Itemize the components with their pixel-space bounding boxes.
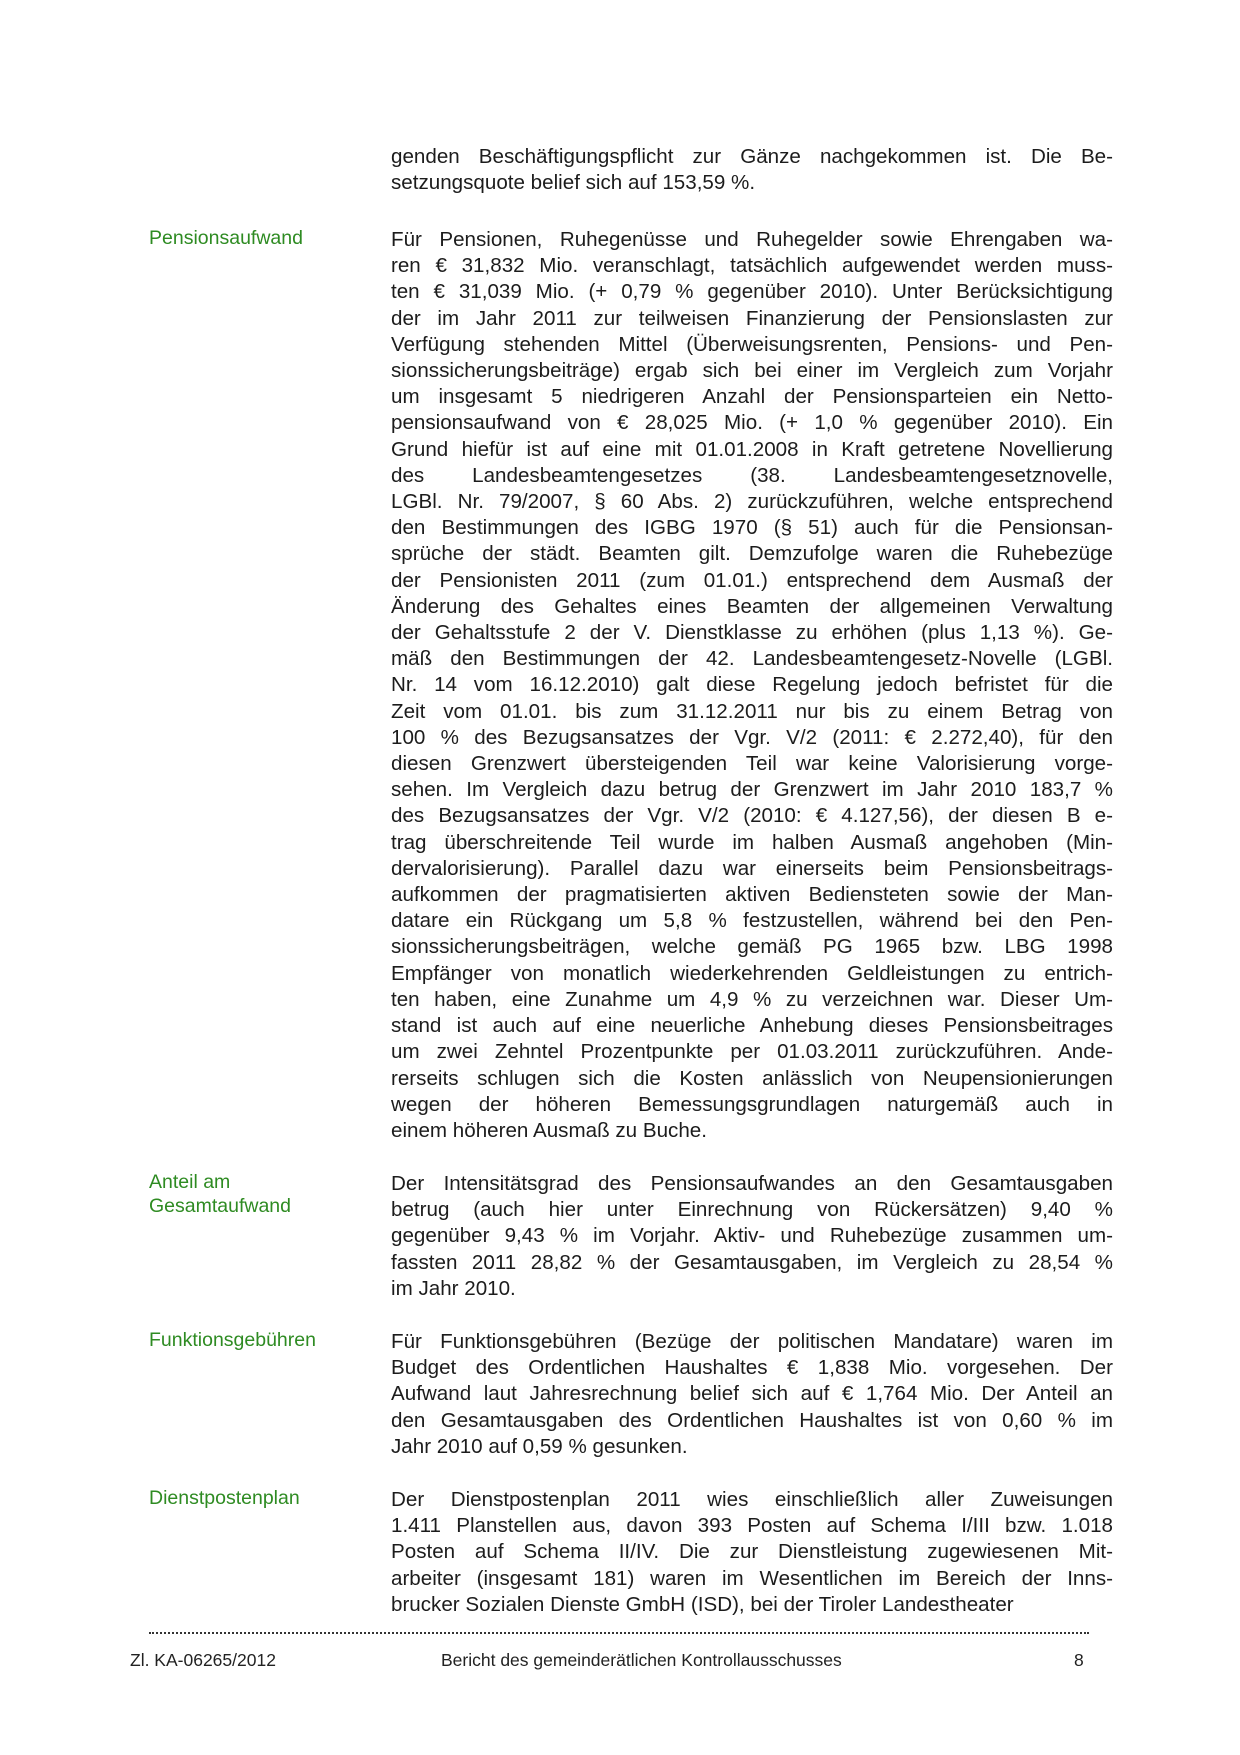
paragraph-line: Nr. 14 vom 16.12.2010) galt diese Regelung jedoch befristet für die: [391, 673, 1113, 697]
footer-report-title: Bericht des gemeinderätlichen Kontrollausschusses: [441, 1650, 842, 1670]
paragraph-line: Jahr 2010 auf 0,59 % gesunken.: [391, 1434, 688, 1458]
paragraph-line: mäß den Bestimmungen der 42. Landesbeamtengesetz-Novelle (LGBl.: [391, 647, 1113, 671]
paragraph-line: trag überschreitende Teil wurde im halben Ausmaß angehoben (Min-: [391, 830, 1113, 854]
paragraph-line: einem höheren Ausmaß zu Buche.: [391, 1118, 707, 1142]
paragraph-line: arbeiter (insgesamt 181) waren im Wesentlichen im Bereich der Inns-: [391, 1566, 1113, 1590]
paragraph-line: im Jahr 2010.: [391, 1276, 516, 1300]
paragraph-line: gegenüber 9,43 % im Vorjahr. Aktiv- und Ruhebezüge zusammen um-: [391, 1224, 1113, 1248]
paragraph-line: stand ist auch auf eine neuerliche Anhebung dieses Pensionsbeitrages: [391, 1014, 1113, 1038]
paragraph-line: Aufwand laut Jahresrechnung belief sich auf € 1,764 Mio. Der Anteil an: [391, 1382, 1113, 1406]
paragraph-line: sionssicherungsbeiträge) ergab sich bei einer im Vergleich zum Vorjahr: [391, 359, 1113, 383]
paragraph-line: Für Funktionsgebühren (Bezüge der politischen Mandatare) waren im: [391, 1330, 1113, 1353]
section-heading-funktionsgebuehren: [149, 1328, 369, 1352]
footer-page-number: 8: [1074, 1650, 1084, 1670]
heading-text: Pensionsaufwand: [149, 227, 303, 249]
paragraph-line: ten haben, eine Zunahme um 4,9 % zu verzeichnen war. Dieser Um-: [391, 987, 1113, 1011]
paragraph-line: LGBl. Nr. 79/2007, § 60 Abs. 2) zurückzuführen, welche entsprechend: [391, 490, 1113, 514]
paragraph-line: Verfügung stehenden Mittel (Überweisungsrenten, Pensions- und Pen-: [391, 332, 1113, 356]
intro-paragraph: [391, 144, 1113, 196]
paragraph-line: Empfänger von monatlich wiederkehrenden Geldleistungen zu entrich-: [391, 961, 1113, 985]
paragraph-line: Posten auf Schema II/IV. Die zur Dienstleistung zugewiesenen Mit-: [391, 1540, 1113, 1564]
section-paragraph-dienstpostenplan: [391, 1487, 1113, 1618]
section-paragraph-funktionsgebuehren: [391, 1329, 1113, 1460]
paragraph-line: der Pensionisten 2011 (zum 01.01.) entsprechend dem Ausmaß der: [391, 568, 1113, 592]
paragraph-line: Der Intensitätsgrad des Pensionsaufwandes an den Gesamtausgaben: [391, 1172, 1113, 1195]
paragraph-line: datare ein Rückgang um 5,8 % festzustellen, während bei den Pen-: [391, 909, 1113, 933]
heading-text: Dienstpostenplan: [149, 1487, 300, 1509]
paragraph-line: sehen. Im Vergleich dazu betrug der Grenzwert im Jahr 2010 183,7 %: [391, 778, 1113, 802]
paragraph-line: um zwei Zehntel Prozentpunkte per 01.03.2011 zurückzuführen. Ande-: [391, 1040, 1113, 1064]
paragraph-line: Der Dienstpostenplan 2011 wies einschließlich aller Zuweisungen: [391, 1488, 1113, 1511]
paragraph-line: fassten 2011 28,82 % der Gesamtausgaben, im Vergleich zu 28,54 %: [391, 1250, 1113, 1274]
paragraph-line: der Gehaltsstufe 2 der V. Dienstklasse zu erhöhen (plus 1,13 %). Ge-: [391, 621, 1113, 645]
paragraph-line: Grund hiefür ist auf eine mit 01.01.2008 in Kraft getretene Novellierung: [391, 437, 1113, 461]
paragraph-line: den Bestimmungen des IGBG 1970 (§ 51) auch für die Pensionsan-: [391, 516, 1113, 540]
paragraph-line: sprüche der städt. Beamten gilt. Demzufolge waren die Ruhebezüge: [391, 542, 1113, 566]
section-heading-pensionsaufwand: [149, 226, 369, 250]
paragraph-line: ten € 31,039 Mio. (+ 0,79 % gegenüber 2010). Unter Berücksichtigung: [391, 280, 1113, 304]
paragraph-line: ren € 31,832 Mio. veranschlagt, tatsächlich aufgewendet werden muss-: [391, 254, 1113, 278]
heading-text: Anteil am: [149, 1171, 231, 1193]
paragraph-line: Zeit vom 01.01. bis zum 31.12.2011 nur bis zu einem Betrag von: [391, 699, 1113, 723]
heading-text: Funktionsgebühren: [149, 1329, 316, 1351]
footer-divider: [149, 1632, 1089, 1634]
paragraph-line: rerseits schlugen sich die Kosten anlässlich von Neupensionierungen: [391, 1066, 1113, 1090]
section-paragraph-pensionsaufwand: [391, 227, 1113, 1144]
section-heading-dienstpostenplan: [149, 1486, 369, 1510]
paragraph-line: Für Pensionen, Ruhegenüsse und Ruhegelder sowie Ehrengaben wa-: [391, 228, 1113, 251]
paragraph-line: des Landesbeamtengesetzes (38. Landesbeamtengesetznovelle,: [391, 463, 1113, 487]
intro-line: setzungsquote belief sich auf 153,59 %.: [391, 171, 756, 195]
paragraph-line: Budget des Ordentlichen Haushaltes € 1,838 Mio. vorgesehen. Der: [391, 1356, 1113, 1380]
paragraph-line: um insgesamt 5 niedrigeren Anzahl der Pensionsparteien ein Netto-: [391, 385, 1113, 409]
paragraph-line: 100 % des Bezugsansatzes der Vgr. V/2 (2011: € 2.272,40), für den: [391, 725, 1113, 749]
paragraph-line: der im Jahr 2011 zur teilweisen Finanzierung der Pensionslasten zur: [391, 306, 1113, 330]
intro-line: genden Beschäftigungspflicht zur Gänze nachgekommen ist. Die Be-: [391, 145, 1113, 168]
footer-file-number: Zl. KA-06265/2012: [130, 1650, 276, 1670]
paragraph-line: diesen Grenzwert übersteigenden Teil war keine Valorisierung vorge-: [391, 752, 1113, 776]
paragraph-line: Änderung des Gehaltes eines Beamten der allgemeinen Verwaltung: [391, 594, 1113, 618]
paragraph-line: sionssicherungsbeiträgen, welche gemäß PG 1965 bzw. LBG 1998: [391, 935, 1113, 959]
heading-text: Gesamtaufwand: [149, 1195, 291, 1217]
section-heading-anteil-am-gesamtaufwand: [149, 1170, 369, 1218]
paragraph-line: wegen der höheren Bemessungsgrundlagen naturgemäß auch in: [391, 1092, 1113, 1116]
paragraph-line: den Gesamtausgaben des Ordentlichen Haushaltes ist von 0,60 % im: [391, 1408, 1113, 1432]
paragraph-line: betrug (auch hier unter Einrechnung von Rückersätzen) 9,40 %: [391, 1198, 1113, 1222]
paragraph-line: des Bezugsansatzes der Vgr. V/2 (2010: € 4.127,56), der diesen B e-: [391, 804, 1113, 828]
paragraph-line: aufkommen der pragmatisierten aktiven Bediensteten sowie der Man-: [391, 883, 1113, 907]
paragraph-line: dervalorisierung). Parallel dazu war einerseits beim Pensionsbeitrags-: [391, 856, 1113, 880]
paragraph-line: 1.411 Planstellen aus, davon 393 Posten auf Schema I/III bzw. 1.018: [391, 1514, 1113, 1538]
paragraph-line: brucker Sozialen Dienste GmbH (ISD), bei der Tiroler Landestheater: [391, 1592, 1014, 1616]
paragraph-line: pensionsaufwand von € 28,025 Mio. (+ 1,0 % gegenüber 2010). Ein: [391, 411, 1113, 435]
section-paragraph-anteil-am-gesamtaufwand: [391, 1171, 1113, 1302]
